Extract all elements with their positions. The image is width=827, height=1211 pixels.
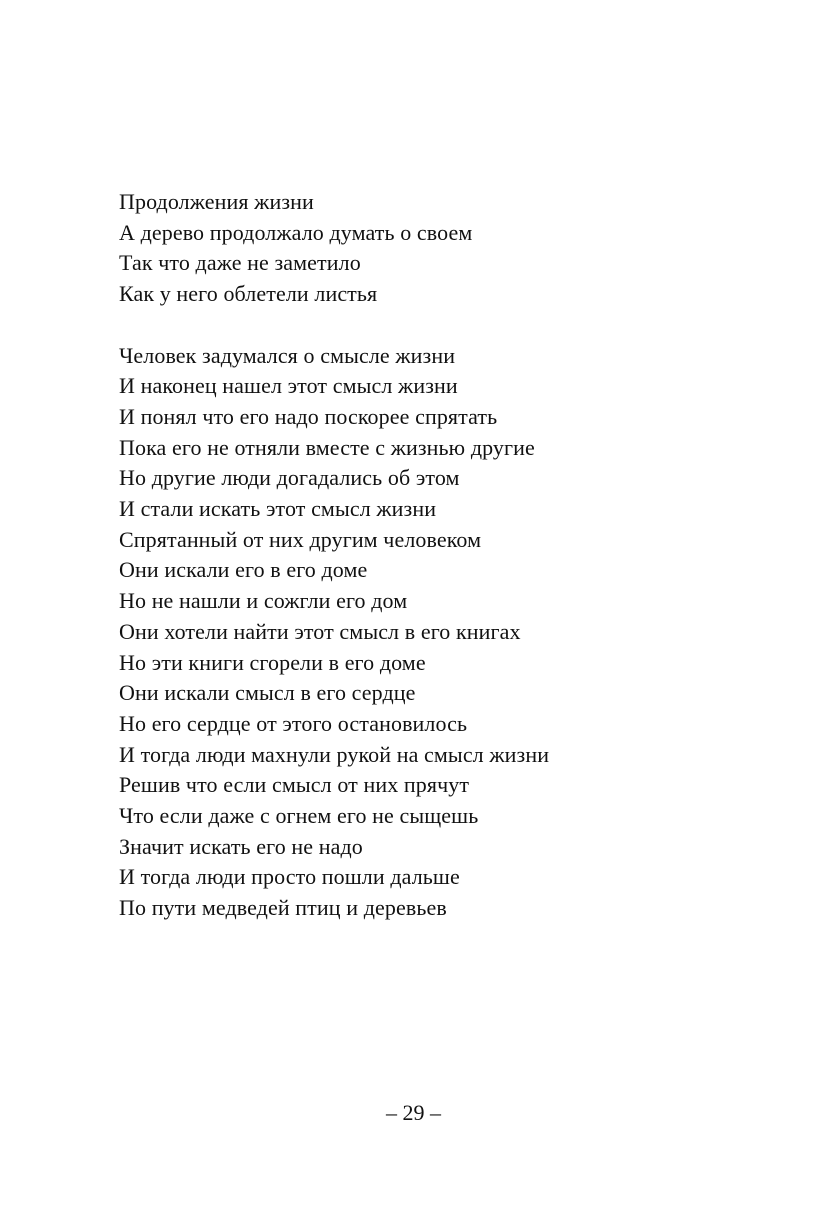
poem-line: Но его сердце от этого остановилось xyxy=(119,710,468,736)
poem-line: Но не нашли и сожгли его дом xyxy=(119,588,408,614)
poem-line: И тогда люди просто пошли дальше xyxy=(119,864,460,890)
poem-line: И наконец нашел этот смысл жизни xyxy=(119,373,458,399)
poem-line: Значит искать его не надо xyxy=(119,833,363,859)
poem-line: Они хотели найти этот смысл в его книгах xyxy=(119,618,521,644)
stanza-1 xyxy=(119,187,759,310)
poem-line: Человек задумался о смысле жизни xyxy=(119,342,456,368)
poem-line: И тогда люди махнули рукой на смысл жизни xyxy=(119,741,550,767)
poem-line: Но эти книги сгорели в его доме xyxy=(119,649,426,675)
poem-line: Продолжения жизни xyxy=(119,189,314,214)
poem-line: Но другие люди догадались об этом xyxy=(119,465,460,491)
stanza-2 xyxy=(119,341,759,924)
poem-line: Что если даже с огнем его не сыщешь xyxy=(119,803,479,829)
poem-line: И стали искать этот смысл жизни xyxy=(119,496,437,522)
page-number: – 29 – xyxy=(386,1100,441,1125)
poem-line: И понял что его надо поскорее спрятать xyxy=(119,403,498,429)
poem-text xyxy=(119,187,759,924)
poem-line: А дерево продолжало думать о своем xyxy=(119,219,473,245)
poem-line: По пути медведей птиц и деревьев xyxy=(119,895,447,921)
poem-line: Так что даже не заметило xyxy=(119,250,361,276)
poem-line: Как у него облетели листья xyxy=(119,281,378,307)
poem-line: Решив что если смысл от них прячут xyxy=(119,772,470,798)
poem-line: Они искали его в его доме xyxy=(119,557,368,583)
poem-line: Пока его не отняли вместе с жизнью другие xyxy=(119,434,535,460)
poem-line: Спрятанный от них другим человеком xyxy=(119,526,482,552)
poem-line: Они искали смысл в его сердце xyxy=(119,680,416,706)
